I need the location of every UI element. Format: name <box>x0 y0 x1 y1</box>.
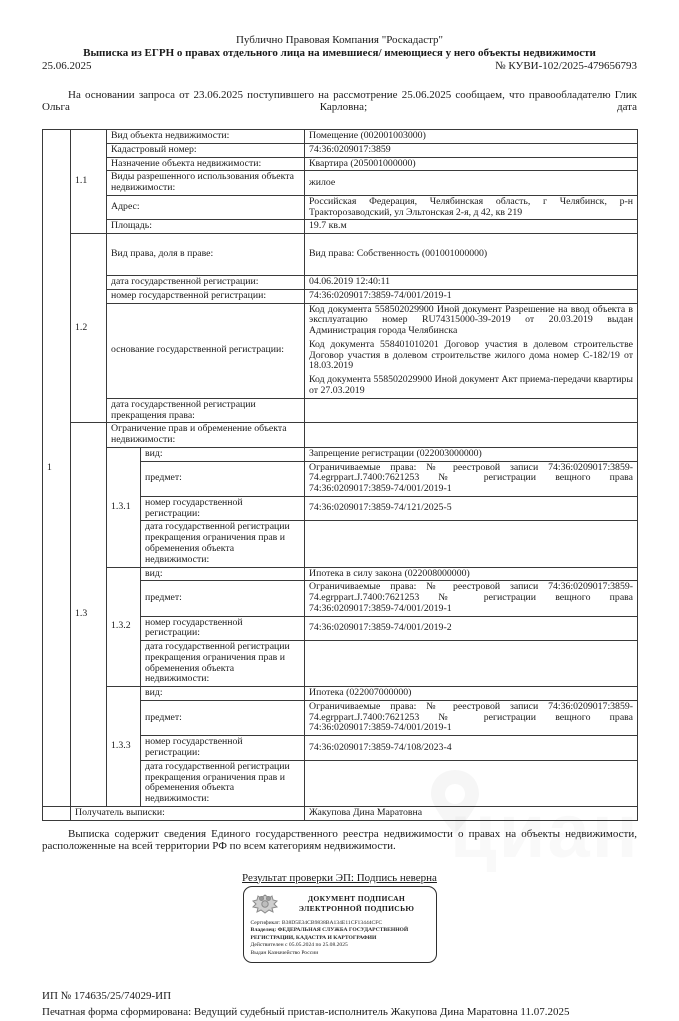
field-value: 74:36:0209017:3859-74/121/2025-5 <box>305 496 638 521</box>
field-value: 74:36:0209017:3859 <box>305 143 638 157</box>
field-label: номер государственной регистрации: <box>141 616 305 641</box>
field-value: Ипотека в силу закона (022008000000) <box>305 567 638 581</box>
empty-cell <box>43 806 71 820</box>
stamp-owner: Владелец: ФЕДЕРАЛЬНАЯ СЛУЖБА ГОСУДАРСТВЕННОЙ РЕГИСТРАЦИИ, КАДАСТРА И КАРТОГРАФИИ <box>250 927 409 941</box>
field-label: вид: <box>141 687 305 701</box>
field-value: Российская Федерация, Челябинская область, г Челябинск, р-н Тракторозаводский, ул Эльтонская 2-я, д 42, кв 219 <box>305 195 638 220</box>
stamp-validity: Действителен с 05.05.2024 по 25.08.2025 <box>250 942 348 949</box>
company-name: Публично Правовая Компания "Роскадастр" <box>235 34 444 46</box>
section-index-1-3-2: 1.3.2 <box>107 567 141 687</box>
field-label: вид: <box>141 447 305 461</box>
field-value <box>305 423 638 448</box>
intro-paragraph: На основании запроса от 23.06.2025 поступившего на рассмотрение 25.06.2025 сообщаем, что правообладателю Глик Ольга Карловна; дата <box>42 89 637 113</box>
field-value: Помещение (002001003000) <box>305 130 638 144</box>
table-row <box>43 234 638 276</box>
stamp-issuer: Выдан Казначейство России <box>250 949 319 956</box>
state-emblem-icon <box>251 892 279 916</box>
field-value: 74:36:0209017:3859-74/108/2023-4 <box>305 736 638 761</box>
field-value <box>305 641 638 687</box>
field-value: Квартира (205001000000) <box>305 157 638 171</box>
table-row <box>43 157 638 171</box>
field-label: Площадь: <box>107 220 305 234</box>
document-number: № КУВИ-102/2025-479656793 <box>495 60 637 72</box>
field-label: вид: <box>141 567 305 581</box>
field-label: Адрес: <box>107 195 305 220</box>
section-index-1-3-3: 1.3.3 <box>107 687 141 807</box>
field-value <box>305 398 638 423</box>
field-label: Назначение объекта недвижимости: <box>107 157 305 171</box>
osnovanie-paragraph: Код документа 558502029900 Иной документ Акт приема-передачи квартиры от 27.03.2019 <box>309 374 634 397</box>
field-value: Ограничиваемые права: № реестровой записи 74:36:0209017:3859-74.egrppart.J.7400:7621253 № регистрации вещного права 74:36:0209017:3859-74/001/2019-1 <box>305 700 638 735</box>
field-label: номер государственной регистрации: <box>141 496 305 521</box>
field-label: дата государственной регистрации прекращения ограничения прав и обременения объекта недвижимости: <box>141 760 305 806</box>
field-value: Ограничиваемые права: № реестровой записи 74:36:0209017:3859-74.egrppart.J.7400:7621253 № регистрации вещного права 74:36:0209017:3859-74/001/2019-1 <box>305 461 638 496</box>
field-label: Вид объекта недвижимости: <box>107 130 305 144</box>
osnovanie-paragraph: Код документа 558401010201 Договор участия в долевом строительстве Договор участия в долевом строительстве жилого дома номер С-182/19 от 18.03.2019 <box>309 338 634 372</box>
field-label: Вид права, доля в праве: <box>107 234 305 276</box>
table-row <box>43 303 638 398</box>
field-label: дата государственной регистрации прекращения ограничения прав и обременения объекта недвижимости: <box>141 521 305 567</box>
field-value: 74:36:0209017:3859-74/001/2019-2 <box>305 616 638 641</box>
stamp-title-line2: ЭЛЕКТРОННОЙ ПОДПИСЬЮ <box>298 903 415 913</box>
field-label: дата государственной регистрации: <box>107 276 305 290</box>
field-value <box>305 521 638 567</box>
field-value: 74:36:0209017:3859-74/001/2019-1 <box>305 289 638 303</box>
field-value: Ипотека (022007000000) <box>305 687 638 701</box>
table-row <box>43 276 638 290</box>
document-date: 25.06.2025 <box>42 60 92 72</box>
table-row <box>43 398 638 423</box>
osnovanie-paragraph: Код документа 558502029900 Иной документ Разрешение на ввод объекта в эксплуатацию номер RU74315000-39-2019 от 20.03.2019 выдан Администрация города Челябинска <box>309 303 634 337</box>
field-label: дата государственной регистрации прекращения ограничения прав и обременения объекта недвижимости: <box>141 641 305 687</box>
table-row <box>43 130 638 144</box>
field-value: Ограничиваемые права: № реестровой записи 74:36:0209017:3859-74.egrppart.J.7400:7621253 № регистрации вещного права 74:36:0209017:3859-74/001/2019-1 <box>305 581 638 616</box>
ip-number: ИП № 174635/25/74029-ИП <box>42 990 172 1003</box>
signature-check-result: Результат проверки ЭП: Подпись неверна <box>242 871 437 884</box>
field-label: Виды разрешенного использования объекта недвижимости: <box>107 171 305 196</box>
ip-info <box>42 989 637 1021</box>
recipient-label: Получатель выписки: <box>71 806 305 820</box>
egrn-table <box>42 129 638 821</box>
printed-form-line: Печатная форма сформирована: Ведущий судебный пристав-исполнитель Жакупова Дина Маратовна 11.07.2025 <box>42 1006 570 1019</box>
table-row <box>43 447 638 461</box>
section-index-1-3: 1.3 <box>71 423 107 807</box>
field-label: номер государственной регистрации: <box>107 289 305 303</box>
field-value: Вид права: Собственность (001001000000) <box>305 234 638 276</box>
stamp-certificate: Сертификат: B38D5E34CB9838BA134E11CF13444CFC <box>250 919 383 926</box>
section-index-1-1: 1.1 <box>71 130 107 234</box>
table-row <box>43 220 638 234</box>
field-label: дата государственной регистрации прекращения права: <box>107 398 305 423</box>
section-index-1-3-1: 1.3.1 <box>107 447 141 567</box>
field-label: основание государственной регистрации: <box>107 303 305 398</box>
field-label: Кадастровый номер: <box>107 143 305 157</box>
digital-signature-stamp <box>243 886 437 964</box>
field-label: Ограничение прав и обременение объекта недвижимости: <box>107 423 305 448</box>
table-row <box>43 567 638 581</box>
summary-note: Выписка содержит сведения Единого государственного реестра недвижимости о правах на объекты недвижимости, расположенные на всей территории РФ по всем категориям недвижимости. <box>42 827 637 852</box>
field-value: жилое <box>305 171 638 196</box>
table-row <box>43 171 638 196</box>
field-value: 19.7 кв.м <box>305 220 638 234</box>
field-value <box>305 760 638 806</box>
table-row <box>43 423 638 448</box>
field-value: 04.06.2019 12:40:11 <box>305 276 638 290</box>
table-row <box>43 143 638 157</box>
table-row <box>43 195 638 220</box>
field-value <box>305 303 638 398</box>
row-index-1: 1 <box>43 130 71 807</box>
field-value: Запрещение регистрации (022003000000) <box>305 447 638 461</box>
field-label: предмет: <box>141 581 305 616</box>
table-row <box>43 289 638 303</box>
document-meta <box>42 60 637 72</box>
field-label: предмет: <box>141 700 305 735</box>
field-label: предмет: <box>141 461 305 496</box>
stamp-title <box>285 894 429 914</box>
document-title: Выписка из ЕГРН о правах отдельного лица на имевшиеся/ имеющиеся у него объекты недвижимости <box>83 47 596 59</box>
table-row <box>43 687 638 701</box>
recipient-value: Жакупова Дина Маратовна <box>305 806 638 820</box>
field-label: номер государственной регистрации: <box>141 736 305 761</box>
table-row <box>43 806 638 820</box>
section-index-1-2: 1.2 <box>71 234 107 423</box>
stamp-title-line1: ДОКУМЕНТ ПОДПИСАН <box>307 893 406 903</box>
